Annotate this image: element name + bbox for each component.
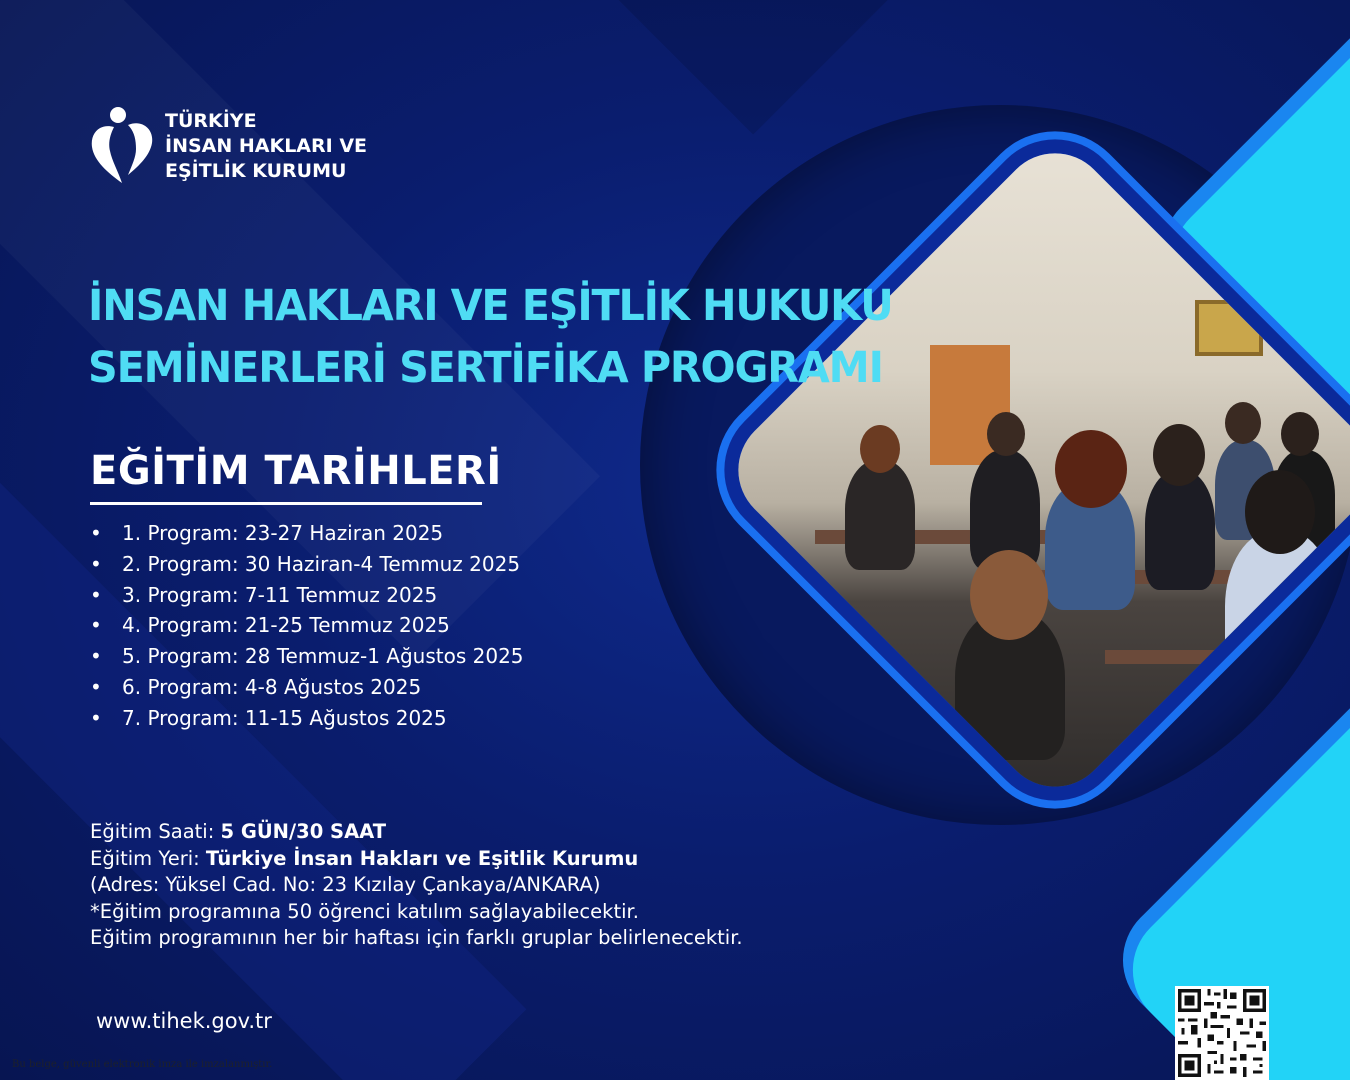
list-item: • 6. Program: 4-8 Ağustos 2025: [90, 672, 524, 703]
photo-person: [845, 460, 915, 570]
photo-person: [1145, 470, 1215, 590]
training-place-label: Eğitim Yeri:: [90, 846, 206, 870]
logo-line-1: TÜRKİYE: [165, 110, 257, 132]
title-line-2: SEMİNERLERİ SERTİFİKA PROGRAMI: [88, 343, 883, 393]
logo-line-2: İNSAN HAKLARI VE: [165, 135, 368, 157]
list-item: • 3. Program: 7-11 Temmuz 2025: [90, 580, 524, 611]
institution-logo: [88, 105, 388, 185]
capacity-note: *Eğitim programına 50 öğrenci katılım sağlayabilecektir.: [90, 899, 639, 923]
qr-code-icon[interactable]: [1175, 986, 1269, 1080]
dates-heading-underline: [90, 502, 482, 505]
training-address: (Adres: Yüksel Cad. No: 23 Kızılay Çankaya/ANKARA): [90, 873, 601, 896]
photo-person-head: [1055, 430, 1127, 508]
list-item: • 7. Program: 11-15 Ağustos 2025: [90, 703, 524, 734]
photo-person-head: [1153, 424, 1205, 486]
heart-person-logo-icon: [88, 105, 156, 185]
background-band: [385, 0, 894, 135]
photo-person-head: [860, 425, 900, 473]
photo-person-head: [1245, 470, 1315, 554]
training-info: [90, 819, 743, 952]
training-hours-label: Eğitim Saati:: [90, 820, 221, 843]
logo-line-3: EŞİTLİK KURUMU: [165, 160, 347, 182]
program-list: [90, 518, 524, 734]
groups-note: Eğitim programının her bir haftası için farklı gruplar belirlenecektir.: [90, 926, 743, 949]
title-line-1: İNSAN HAKLARI VE EŞİTLİK HUKUKU: [88, 281, 893, 331]
photo-person-head: [1225, 402, 1261, 444]
list-item: • 1. Program: 23-27 Haziran 2025: [90, 518, 524, 549]
training-hours: [90, 819, 743, 846]
photo-person-head: [1281, 412, 1319, 456]
dates-heading: EĞİTİM TARİHLERİ: [90, 448, 502, 494]
page-title: [88, 275, 893, 399]
photo-person-head: [970, 550, 1048, 640]
website-link[interactable]: www.tihek.gov.tr: [96, 1009, 272, 1033]
e-signature-note: Bu belge, güvenli elektronik imza ile imzalanmıştır.: [12, 1059, 273, 1070]
list-item: • 4. Program: 21-25 Temmuz 2025: [90, 610, 524, 641]
list-item: • 5. Program: 28 Temmuz-1 Ağustos 2025: [90, 641, 524, 672]
training-place-value: Türkiye İnsan Hakları ve Eşitlik Kurumu: [205, 846, 639, 870]
training-place: [90, 846, 743, 873]
logo-wordmark: [165, 109, 367, 184]
training-hours-value: 5 GÜN/30 SAAT: [220, 820, 387, 843]
photo-person-head: [987, 412, 1025, 456]
list-item: • 2. Program: 30 Haziran-4 Temmuz 2025: [90, 549, 524, 580]
